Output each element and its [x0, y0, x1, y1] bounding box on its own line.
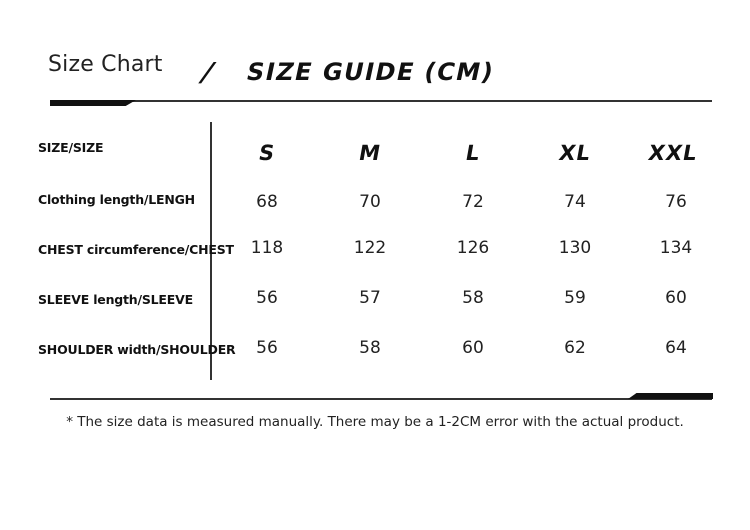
- table-cell: 59: [564, 288, 586, 308]
- row-label: Clothing length/LENGH: [38, 192, 195, 207]
- table-cell: 62: [564, 338, 586, 358]
- table-cell: 72: [462, 192, 484, 212]
- row-label: CHEST circumference/CHEST: [38, 242, 234, 257]
- table-cell: 68: [256, 192, 278, 212]
- bottom-divider: [50, 398, 712, 400]
- table-cell: 118: [250, 238, 284, 258]
- table-cell: 70: [359, 192, 381, 212]
- table-cell: 134: [659, 238, 693, 258]
- size-header-l: L: [463, 141, 483, 165]
- table-cell: 58: [359, 338, 381, 358]
- table-cell: 60: [665, 288, 687, 308]
- table-cell: 56: [256, 338, 278, 358]
- title-slash: /: [199, 58, 216, 88]
- table-cell: 60: [462, 338, 484, 358]
- size-chart-title: Size Chart: [48, 52, 163, 77]
- table-cell: 58: [462, 288, 484, 308]
- table-cell: 57: [359, 288, 381, 308]
- size-header-xxl: XXL: [646, 141, 700, 165]
- size-header-m: M: [356, 141, 384, 165]
- size-header-xl: XL: [557, 141, 593, 165]
- top-divider: [50, 100, 712, 102]
- table-cell: 130: [558, 238, 592, 258]
- row-label: SHOULDER width/SHOULDER: [38, 342, 236, 357]
- table-cell: 64: [665, 338, 687, 358]
- size-guide-heading: SIZE GUIDE (CM): [244, 58, 498, 86]
- table-cell: 56: [256, 288, 278, 308]
- top-accent-bar: [50, 100, 136, 106]
- table-cell: 74: [564, 192, 586, 212]
- table-cell: 122: [353, 238, 387, 258]
- measurement-footnote: * The size data is measured manually. There may be a 1-2CM error with the actual product.: [66, 414, 684, 430]
- size-header-s: S: [256, 141, 278, 165]
- table-cell: 126: [456, 238, 490, 258]
- bottom-accent-bar: [628, 393, 713, 399]
- corner-label: SIZE/SIZE: [38, 140, 104, 155]
- row-label: SLEEVE length/SLEEVE: [38, 292, 193, 307]
- table-cell: 76: [665, 192, 687, 212]
